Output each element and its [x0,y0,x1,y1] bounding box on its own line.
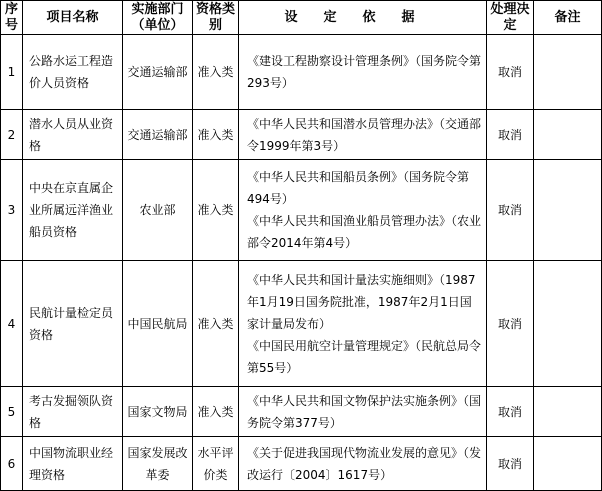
row-basis [239,437,487,491]
basis-text: 《中华人民共和国船员条例》（国务院令第494号） [247,170,470,206]
basis-text: 《关于促进我国现代物流业发展的意见》（发改运行〔2004〕1617号） [247,445,482,482]
row-remark [534,437,602,491]
row-item: 潜水人员从业资格 [23,110,123,160]
row-action: 取消 [487,387,534,437]
row-remark [534,387,602,437]
row-item: 民航计量检定员资格 [23,261,123,387]
row-item: 中国物流职业经理资格 [23,437,123,491]
row-no: 5 [1,387,23,437]
header-dept: 实施部门（单位） [123,1,193,35]
row-action: 取消 [487,110,534,160]
row-item: 公路水运工程造价人员资格 [23,35,123,110]
row-dept: 中国民航局 [123,261,193,387]
header-no: 序号 [1,1,23,35]
basis-text: 《中国民用航空计量管理规定》（民航总局令第55号） [247,338,482,375]
row-item: 中央在京直属企业所属远洋渔业船员资格 [23,160,123,261]
row-remark [534,110,602,160]
row-item: 考古发掘领队资格 [23,387,123,437]
table-row [1,110,602,160]
row-type: 准入类 [193,35,239,110]
row-dept: 国家发展改革委 [123,437,193,491]
row-remark [534,261,602,387]
row-dept: 农业部 [123,160,193,261]
row-basis [239,387,487,437]
header-basis: 设定依据 [239,1,487,35]
row-dept: 交通运输部 [123,35,193,110]
row-no: 6 [1,437,23,491]
row-remark [534,35,602,110]
row-type: 准入类 [193,261,239,387]
header-remark: 备注 [534,1,602,35]
row-no: 4 [1,261,23,387]
basis-text: 《中华人民共和国渔业船员管理办法》（农业部令2014年第4号） [247,214,482,250]
row-no: 1 [1,35,23,110]
row-type: 准入类 [193,387,239,437]
row-no: 3 [1,160,23,261]
row-remark [534,160,602,261]
row-type: 水平评价类 [193,437,239,491]
header-type: 资格类别 [193,1,239,35]
row-basis [239,35,487,110]
basis-text: 《建设工程勘察设计管理条例》（国务院令第293号） [247,54,482,90]
header-row [1,1,602,35]
header-item: 项目名称 [23,1,123,35]
row-action: 取消 [487,437,534,491]
row-basis [239,110,487,160]
table-row [1,437,602,491]
header-action: 处理决定 [487,1,534,35]
basis-text: 《中华人民共和国计量法实施细则》（1987年1月19日国务院批准，1987年2月1日国家计量局发布） [247,272,476,331]
row-action: 取消 [487,35,534,110]
table-row [1,35,602,110]
basis-text: 《中华人民共和国文物保护法实施条例》（国务院令第377号） [247,393,482,430]
row-action: 取消 [487,261,534,387]
row-dept: 国家文物局 [123,387,193,437]
basis-text: 《中华人民共和国潜水员管理办法》（交通部令1999年第3号） [247,116,482,153]
row-action: 取消 [487,160,534,261]
table-row [1,160,602,261]
table-row [1,387,602,437]
row-type: 准入类 [193,160,239,261]
row-basis [239,160,487,261]
row-type: 准入类 [193,110,239,160]
row-basis [239,261,487,387]
row-dept: 交通运输部 [123,110,193,160]
table-row [1,261,602,387]
row-no: 2 [1,110,23,160]
